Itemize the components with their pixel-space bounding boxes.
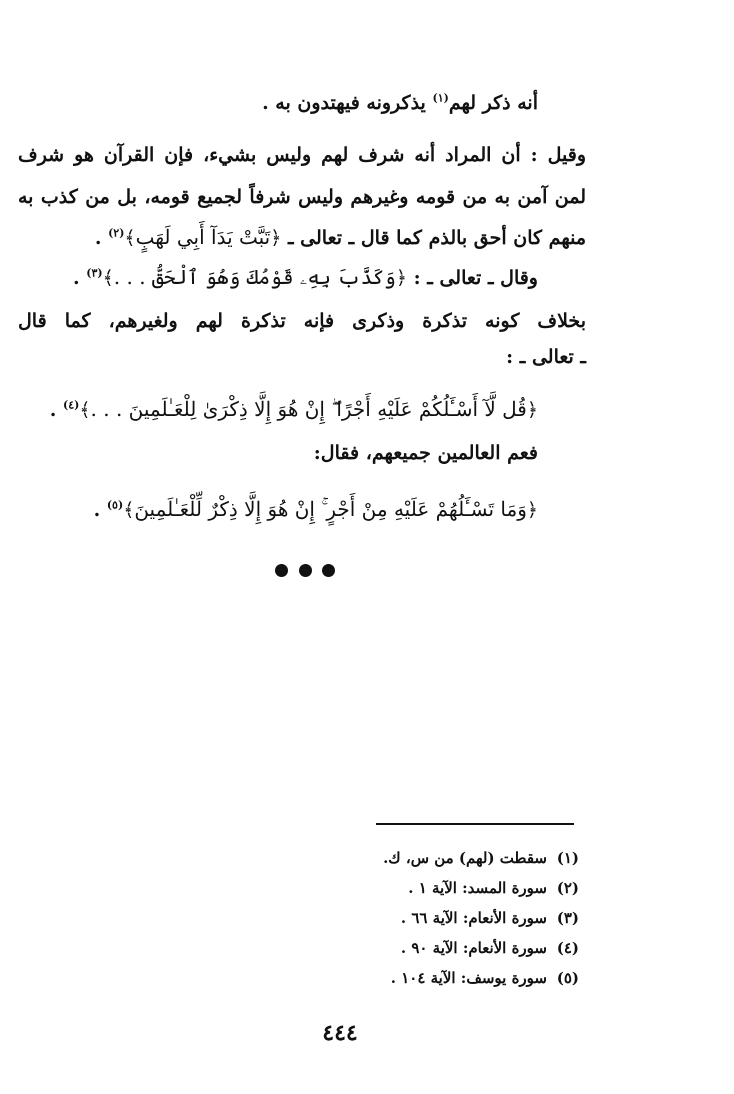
quran-bracket-close: ﴾ bbox=[124, 227, 136, 249]
full-stop: . bbox=[93, 499, 107, 521]
body-line-4 bbox=[95, 222, 586, 253]
quran-bracket-close: ﴾ bbox=[102, 267, 114, 289]
text-segment: منهم كان أحق بالذم كما قال ـ تعالى ـ bbox=[281, 227, 586, 249]
body-line-8: فعم العالمين جميعهم، فقال: bbox=[313, 442, 538, 464]
footnote-ref-1: (١) bbox=[432, 91, 449, 105]
full-stop: . bbox=[49, 399, 64, 421]
quran-bracket-open: ﴿ bbox=[526, 499, 538, 521]
footnote-ref-4: (٤) bbox=[63, 398, 80, 412]
page-number: ٤٤٤ bbox=[322, 1020, 358, 1046]
body-line-6: بخلاف كونه تذكرة وذكرى فإنه تذكرة لهم ولغيرهم، كما قال bbox=[18, 310, 586, 332]
footnote-ref-5: (٥) bbox=[106, 498, 124, 512]
quran-bracket-open: ﴿ bbox=[270, 227, 282, 249]
quran-bracket-close: ﴾ bbox=[79, 399, 91, 421]
footnote-number: (٣) bbox=[556, 909, 579, 927]
quran-bracket-open: ﴿ bbox=[395, 267, 408, 289]
separator-dot bbox=[322, 564, 335, 577]
quran-verse: وَكَذَّبَ بِهِۦ قَوْمُكَ وَهُوَ ٱلْحَقُّ . . . bbox=[113, 265, 396, 289]
quran-verse-line-2 bbox=[94, 494, 538, 525]
quran-verse: وَمَا تَسْـَٔلُهُمْ عَلَيْهِ مِنْ أَجْرٍ ۚ إِنْ هُوَ إِلَّا ذِكْرٌ لِّلْعَـٰلَمِينَ bbox=[134, 497, 527, 521]
quran-bracket-open: ﴿ bbox=[526, 399, 538, 421]
full-stop: . bbox=[73, 267, 87, 289]
quran-bracket-close: ﴾ bbox=[123, 499, 135, 521]
text-segment: وقال ـ تعالى ـ : bbox=[407, 267, 538, 289]
footnote-text: سورة الأنعام: الآية ٦٦ . bbox=[400, 909, 547, 927]
footnote-2 bbox=[408, 876, 579, 900]
body-line-3: لمن آمن به من قومه وغيرهم وليس شرفاً لجميع قومه، بل من كذب به bbox=[18, 186, 586, 208]
section-separator bbox=[275, 560, 335, 580]
separator-dot bbox=[275, 564, 288, 577]
text-segment: أنه ذكر لهم bbox=[448, 92, 538, 114]
footnote-5 bbox=[391, 966, 579, 990]
footnote-text: سورة المسد: الآية ١ . bbox=[408, 879, 547, 897]
footnote-text: سورة يوسف: الآية ١٠٤ . bbox=[390, 969, 547, 987]
footnote-number: (٢) bbox=[556, 879, 579, 897]
body-line-7: ـ تعالى ـ : bbox=[506, 346, 586, 368]
separator-dot bbox=[299, 564, 312, 577]
body-line-1 bbox=[262, 88, 538, 118]
footnote-4 bbox=[401, 936, 579, 960]
quran-verse-line-1 bbox=[50, 394, 538, 425]
footnote-divider bbox=[376, 823, 574, 825]
footnote-text: سورة الأنعام: الآية ٩٠ . bbox=[400, 939, 547, 957]
footnote-text: سقطت (لهم) من س، ك. bbox=[383, 849, 547, 867]
footnote-number: (٥) bbox=[556, 969, 579, 987]
footnote-3 bbox=[401, 906, 579, 930]
footnote-number: (٤) bbox=[556, 939, 579, 957]
footnote-ref-2: (٢) bbox=[108, 226, 125, 240]
footnote-1 bbox=[383, 846, 579, 870]
full-stop: . bbox=[94, 227, 109, 249]
quran-verse: تَبَّتْ يَدَآ أَبِي لَهَبٍ bbox=[135, 225, 271, 249]
body-line-5 bbox=[73, 262, 538, 293]
body-line-2: وقيل : أن المراد أنه شرف لهم وليس بشيء، فإن القرآن هو شرف bbox=[18, 144, 586, 166]
quran-verse: قُل لَّآ أَسْـَٔلُكُمْ عَلَيْهِ أَجْرًا ۖ إِنْ هُوَ إِلَّا ذِكْرَىٰ لِلْعَـٰلَمِينَ . . . bbox=[90, 397, 527, 421]
footnote-number: (١) bbox=[556, 849, 579, 867]
text-segment: يذكرونه فيهتدون به . bbox=[262, 92, 433, 114]
footnote-ref-3: (٣) bbox=[86, 266, 103, 280]
